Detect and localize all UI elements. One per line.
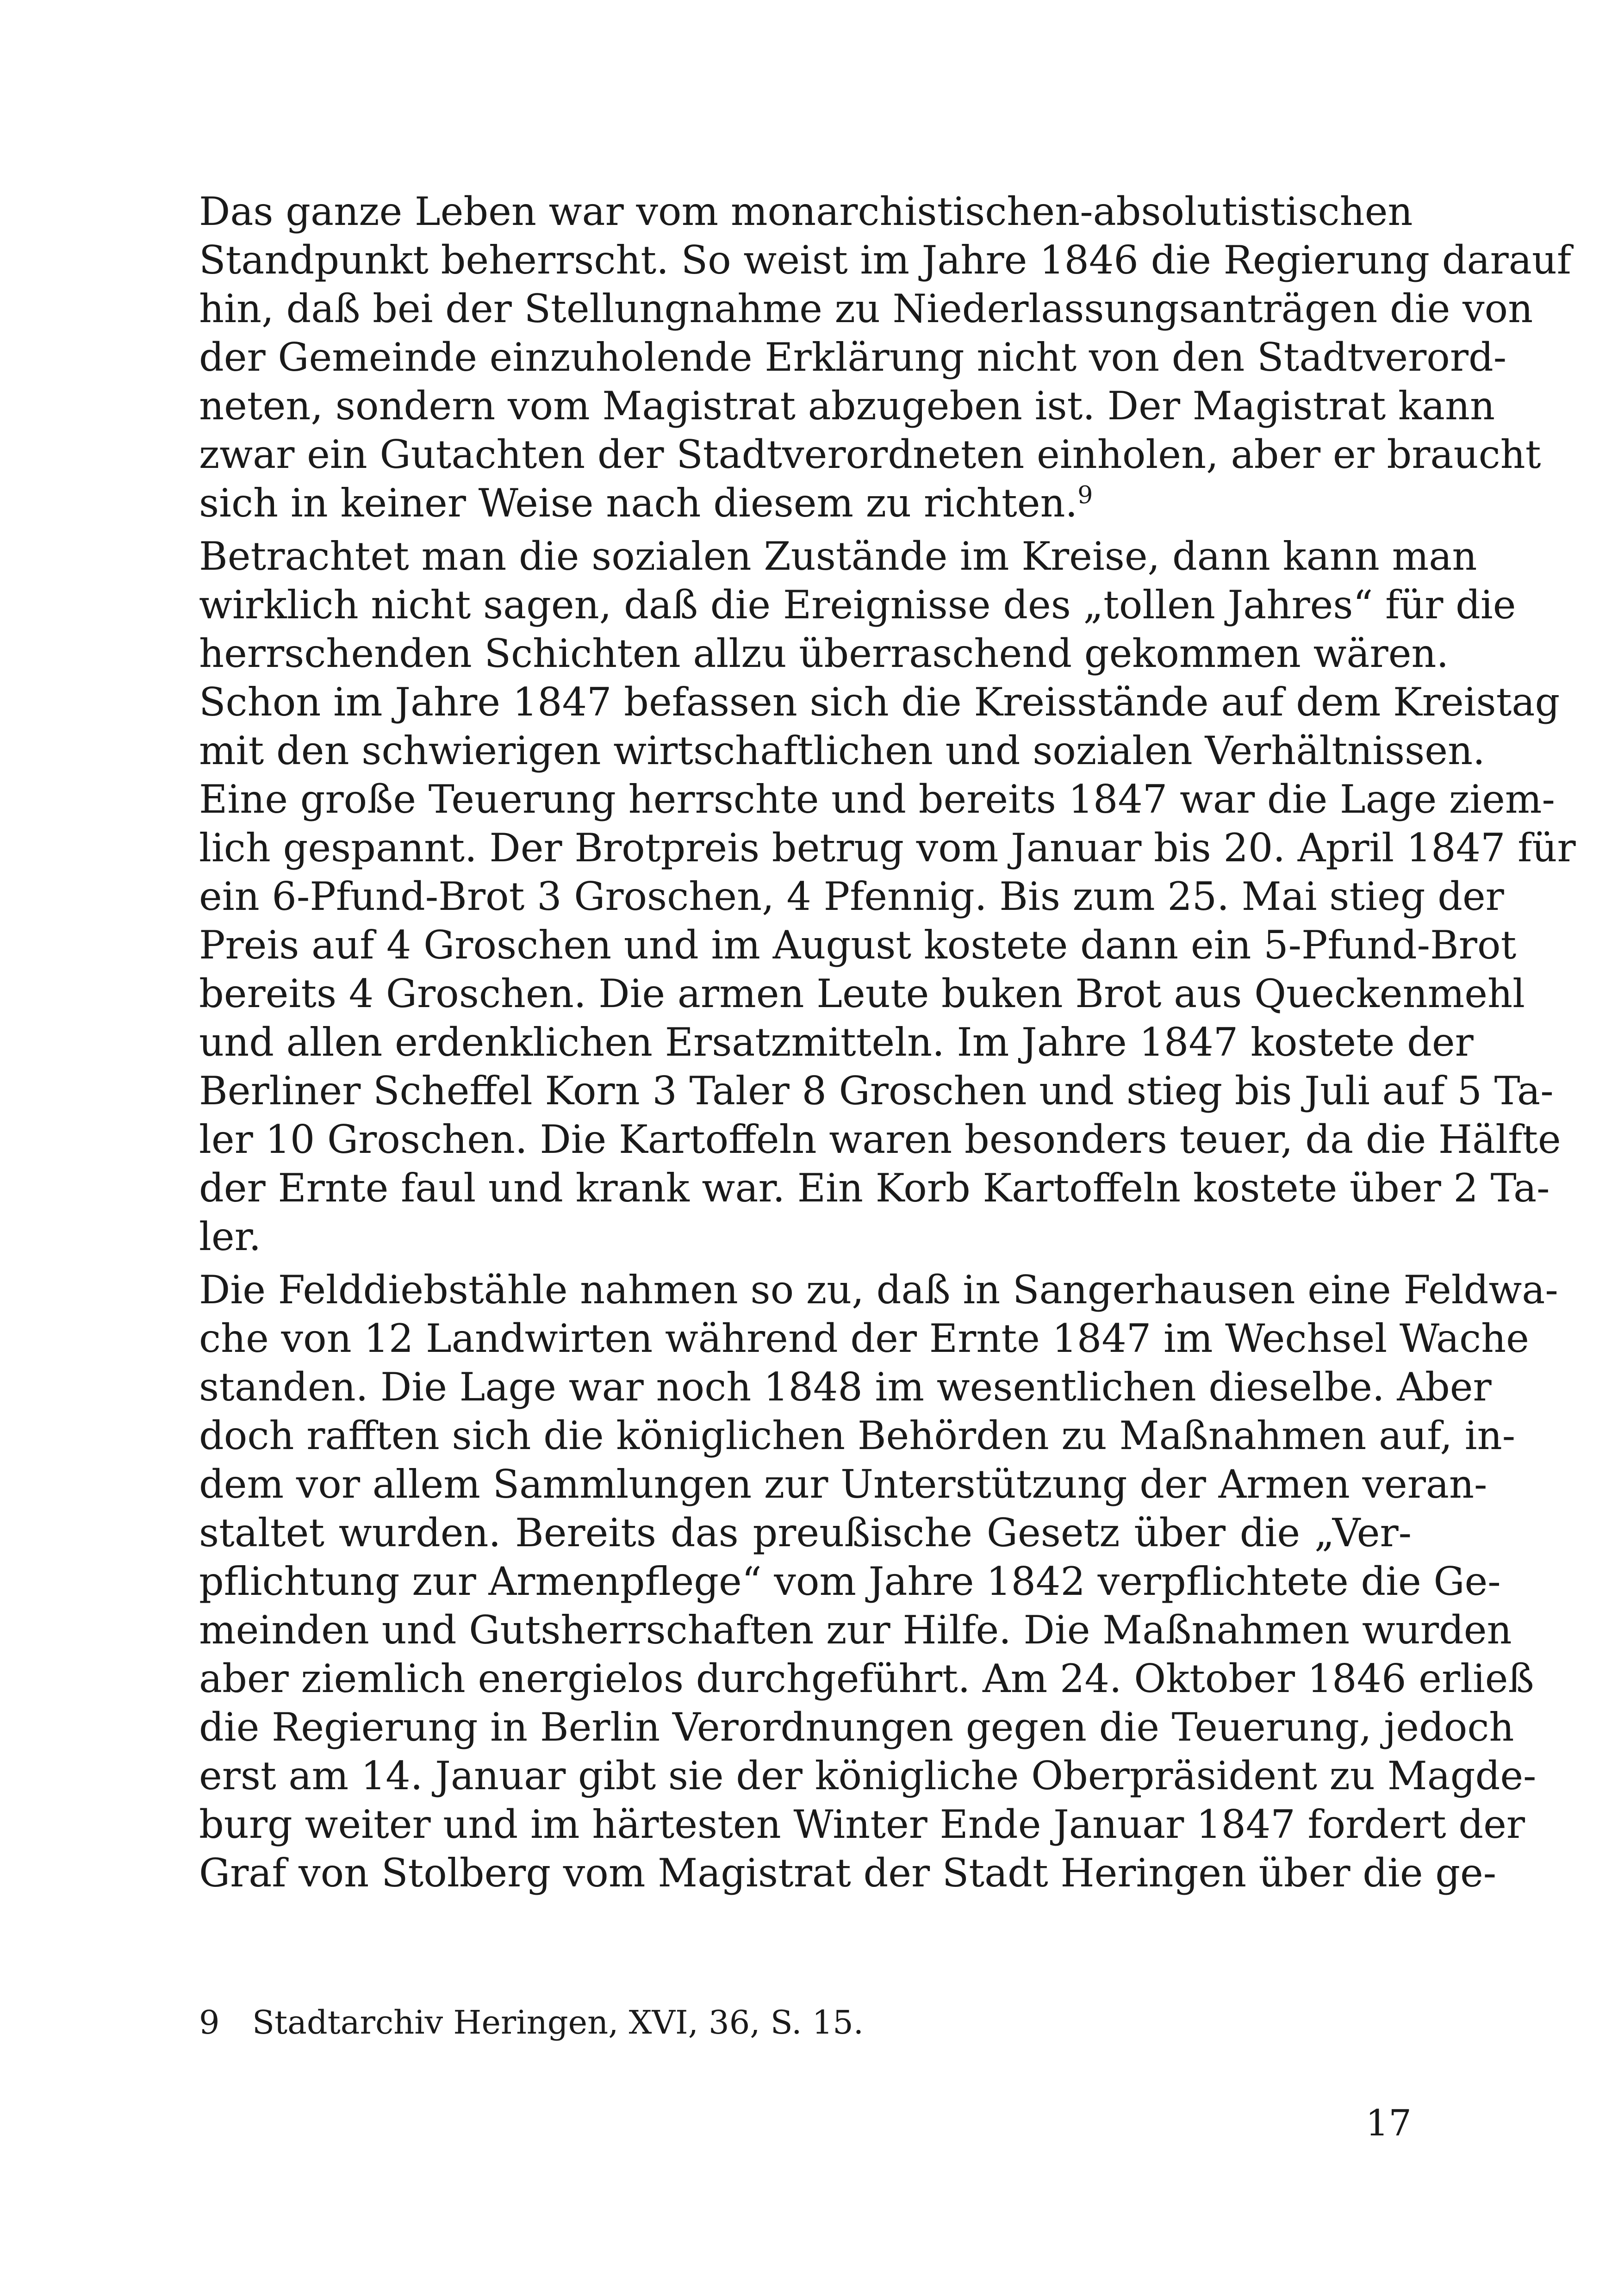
- page-number: 17: [1365, 2103, 1412, 2144]
- paragraph-2: [199, 532, 1576, 1261]
- text-line-with-footnote: [199, 479, 1412, 528]
- text-line: dem vor allem Sammlungen zur Unterstützung der Armen veran-: [199, 1462, 1487, 1507]
- text-line: che von 12 Landwirten während der Ernte 1847 im Wechsel Wache: [199, 1316, 1529, 1361]
- text-line: burg weiter und im härtesten Winter Ende Januar 1847 fordert der: [199, 1802, 1525, 1847]
- text-line: und allen erdenklichen Ersatzmitteln. Im Jahre 1847 kostete der: [199, 1020, 1474, 1065]
- text-line: Eine große Teuerung herrschte und bereits 1847 war die Lage ziem-: [199, 777, 1555, 822]
- paragraph-1: [199, 187, 1572, 528]
- text-line: Graf von Stolberg vom Magistrat der Stadt Heringen über die ge-: [199, 1850, 1497, 1896]
- text-line: Betrachtet man die sozialen Zustände im Kreise, dann kann man: [199, 534, 1477, 579]
- text-line: sich in keiner Weise nach diesem zu richten.: [199, 480, 1078, 526]
- text-line: pflichtung zur Armenpflege“ vom Jahre 1842 verpflichtete die Ge-: [199, 1559, 1501, 1604]
- text-line: Standpunkt beherrscht. So weist im Jahre 1846 die Regierung darauf: [199, 237, 1572, 283]
- text-line: zwar ein Gutachten der Stadtverordneten einholen, aber er braucht: [199, 432, 1541, 477]
- text-line: bereits 4 Groschen. Die armen Leute buken Brot aus Queckenmehl: [199, 971, 1525, 1016]
- text-line: Berliner Scheffel Korn 3 Taler 8 Groschen und stieg bis Juli auf 5 Ta-: [199, 1068, 1554, 1114]
- text-line: Die Felddiebstähle nahmen so zu, daß in Sangerhausen eine Feldwa-: [199, 1267, 1558, 1313]
- footnote: [199, 2002, 864, 2043]
- text-line: mit den schwierigen wirtschaftlichen und sozialen Verhältnissen.: [199, 728, 1485, 773]
- footnote-number: 9: [199, 2004, 220, 2041]
- text-line: standen. Die Lage war noch 1848 im wesentlichen dieselbe. Aber: [199, 1364, 1492, 1410]
- text-line: ler.: [199, 1214, 261, 1259]
- text-line: Preis auf 4 Groschen und im August kostete dann ein 5-Pfund-Brot: [199, 922, 1517, 968]
- text-line: doch rafften sich die königlichen Behörden zu Maßnahmen auf, in-: [199, 1413, 1516, 1458]
- paragraph-spacer: [199, 1261, 1412, 1266]
- text-line: der Gemeinde einzuholende Erklärung nicht von den Stadtverord-: [199, 335, 1507, 380]
- text-line: Das ganze Leben war vom monarchistischen-absolutistischen: [199, 189, 1413, 234]
- paragraph-3: [199, 1266, 1558, 1898]
- text-line: aber ziemlich energielos durchgeführt. Am 24. Oktober 1846 erließ: [199, 1656, 1534, 1701]
- footnote-text: Stadtarchiv Heringen, XVI, 36, S. 15.: [252, 2004, 864, 2041]
- text-line: neten, sondern vom Magistrat abzugeben ist. Der Magistrat kann: [199, 383, 1495, 429]
- text-line: erst am 14. Januar gibt sie der königliche Oberpräsident zu Magde-: [199, 1753, 1537, 1798]
- text-line: der Ernte faul und krank war. Ein Korb Kartoffeln kostete über 2 Ta-: [199, 1165, 1550, 1211]
- text-line: die Regierung in Berlin Verordnungen gegen die Teuerung, jedoch: [199, 1705, 1514, 1750]
- text-line: ein 6-Pfund-Brot 3 Groschen, 4 Pfennig. Bis zum 25. Mai stieg der: [199, 874, 1504, 919]
- text-line: meinden und Gutsherrschaften zur Hilfe. Die Maßnahmen wurden: [199, 1607, 1512, 1653]
- text-line: Schon im Jahre 1847 befassen sich die Kreisstände auf dem Kreistag: [199, 679, 1560, 725]
- text-line: herrschenden Schichten allzu überraschend gekommen wären.: [199, 631, 1449, 676]
- footnote-reference[interactable]: 9: [1077, 481, 1093, 510]
- text-line: hin, daß bei der Stellungnahme zu Niederlassungsanträgen die von: [199, 286, 1533, 331]
- text-line: lich gespannt. Der Brotpreis betrug vom Januar bis 20. April 1847 für: [199, 825, 1576, 871]
- text-line: ler 10 Groschen. Die Kartoffeln waren besonders teuer, da die Hälfte: [199, 1117, 1561, 1162]
- paragraph-spacer: [199, 528, 1412, 532]
- text-line: wirklich nicht sagen, daß die Ereignisse des „tollen Jahres“ für die: [199, 582, 1516, 628]
- body-text: [199, 187, 1576, 1898]
- text-line: staltet wurden. Bereits das preußische Gesetz über die „Ver-: [199, 1510, 1412, 1556]
